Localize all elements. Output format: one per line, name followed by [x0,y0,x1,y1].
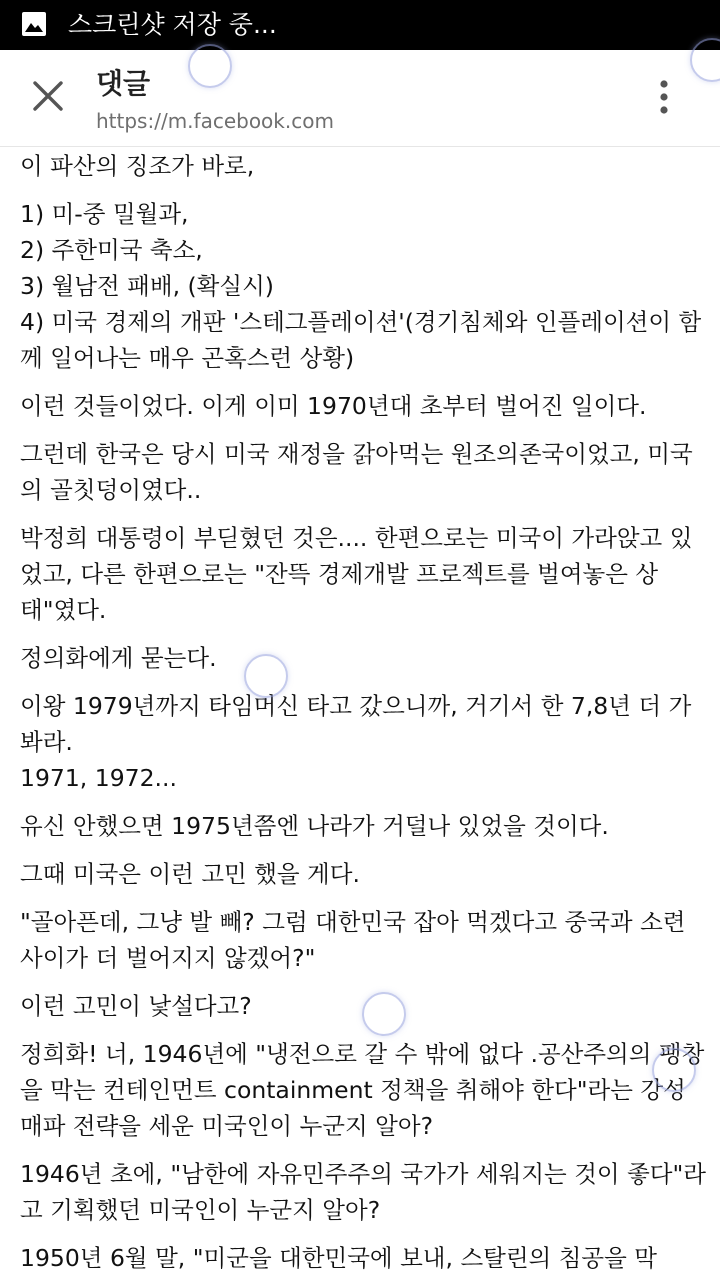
close-button[interactable] [22,70,74,126]
comment-paragraph: 정희화! 너, 1946년에 "냉전으로 갈 수 밖에 없다 .공산주의의 팽창을 막는 컨테인먼트 containment 정책을 취해야 한다"라는 강성 매파 전략을 세운 미국인이 누군지 알아? [20,1040,705,1140]
image-icon [21,11,47,37]
comment-paragraph: 그런데 한국은 당시 미국 재정을 갉아먹는 원조의존국이었고, 미국의 골칫덩이였다.. [20,440,693,504]
comment-paragraph: 1950년 6월 말, "미군을 대한민국에 보내, 스탈린의 침공을 막 [20,1244,657,1272]
comment-paragraph: 그때 미국은 이런 고민 했을 게다. [20,860,360,888]
comment-paragraph: 박정희 대통령이 부딛혔던 것은.... 한편으로는 미국이 가라앉고 있었고, 다른 한편으로는 "잔뜩 경제개발 프로젝트를 벌여놓은 상태"였다. [20,524,693,624]
comment-paragraph: 유신 안했으면 1975년쯤엔 나라가 거덜나 있었을 것이다. [20,812,609,840]
app-bar [0,50,720,147]
comment-body [20,146,710,1288]
comment-paragraph: 이 파산의 징조가 바로, [20,152,255,180]
overflow-menu-button[interactable] [648,76,680,122]
page-title: 댓글 [96,67,151,100]
more-vert-icon [659,79,669,119]
comment-paragraph: 정의화에게 묻는다. [20,644,217,672]
comment-paragraph: 1946년 초에, "남한에 자유민주주의 국가가 세워지는 것이 좋다"라고 기획했던 미국인이 누군지 알아? [20,1160,707,1224]
page-url: https://m.facebook.com [96,109,334,133]
comment-paragraph: 1) 미-중 밀월과, 2) 주한미국 축소, 3) 월남전 패배, (확실시) 4) 미국 경제의 개판 '스테그플레이션'(경기침체와 인플레이션이 함께 일어나는 매우 곤혹스런 상황) [20,200,702,372]
comment-paragraph: 이런 것들이었다. 이게 이미 1970년대 초부터 벌어진 일이다. [20,392,647,420]
status-text: 스크린샷 저장 중... [68,10,277,39]
comment-paragraph: "골아픈데, 그냥 발 빼? 그럼 대한민국 잡아 먹겠다고 중국과 소련 사이가 더 벌어지지 않겠어?" [20,908,693,972]
status-bar [0,0,720,50]
close-icon [33,81,63,115]
comment-paragraph: 이런 고민이 낯설다고? [20,992,252,1020]
comment-paragraph: 이왕 1979년까지 타임머신 타고 갔으니까, 거기서 한 7,8년 더 가봐라. 1971, 1972... [20,692,692,792]
